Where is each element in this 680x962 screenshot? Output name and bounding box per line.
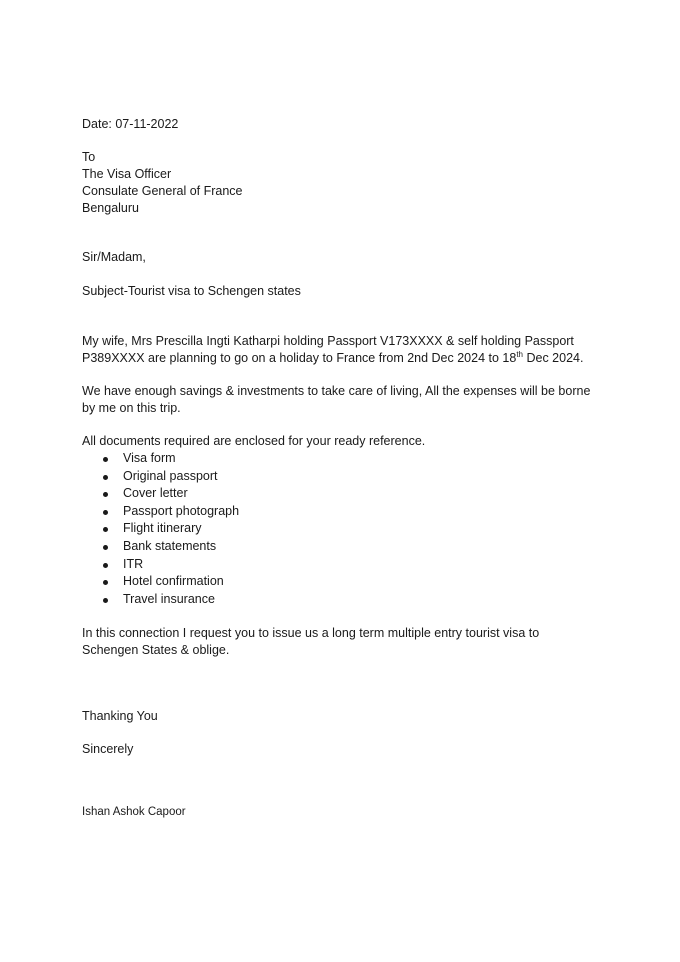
list-item	[82, 556, 239, 574]
document-label: Hotel confirmation	[123, 574, 224, 589]
travel-details-line-2-text: P389XXXX are planning to go on a holiday to France from 2nd Dec 2024 to 18	[82, 351, 517, 365]
documents-intro: All documents required are enclosed for your ready reference.	[82, 434, 426, 448]
address-line-2: Consulate General of France	[82, 184, 243, 198]
travel-details-line-2	[82, 350, 602, 367]
bullet-icon	[103, 475, 108, 480]
list-item	[82, 503, 239, 521]
list-item	[82, 520, 239, 538]
request-line-1: In this connection I request you to issue us a long term multiple entry tourist visa to	[82, 626, 540, 640]
finances-line-2: by me on this trip.	[82, 401, 181, 415]
request-paragraph	[82, 625, 602, 659]
address-line-3: Bengaluru	[82, 201, 139, 215]
document-label: Travel insurance	[123, 591, 215, 606]
travel-details-line-1: My wife, Mrs Prescilla Ingti Katharpi holding Passport V173XXXX & self holding Passport	[82, 334, 574, 348]
signature-name: Ishan Ashok Capoor	[82, 806, 186, 818]
bullet-icon	[103, 545, 108, 550]
bullet-icon	[103, 563, 108, 568]
travel-details-line-2-end: Dec 2024.	[523, 351, 584, 365]
finances-paragraph	[82, 383, 602, 417]
address-to: To	[82, 150, 96, 164]
subject-line: Subject-Tourist visa to Schengen states	[82, 284, 301, 298]
documents-list	[82, 450, 239, 608]
finances-line-1: We have enough savings & investments to take care of living, All the expenses will be borne	[82, 384, 591, 398]
travel-details-paragraph	[82, 333, 602, 367]
address-line-1: The Visa Officer	[82, 167, 172, 181]
document-label: Original passport	[123, 468, 218, 483]
bullet-icon	[103, 492, 108, 497]
document-label: Visa form	[123, 451, 176, 465]
bullet-icon	[103, 598, 108, 603]
list-item	[82, 573, 239, 591]
document-label: Flight itinerary	[123, 521, 202, 536]
list-item	[82, 485, 239, 503]
recipient-address	[82, 149, 602, 217]
bullet-icon	[103, 527, 108, 532]
salutation: Sir/Madam,	[82, 250, 146, 264]
bullet-icon	[103, 457, 108, 462]
closing-thanks: Thanking You	[82, 709, 158, 723]
document-label: Passport photograph	[123, 503, 240, 518]
ordinal-suffix: th	[516, 350, 523, 359]
closing-sincerely: Sincerely	[82, 742, 134, 756]
list-item	[82, 591, 239, 609]
request-line-2: Schengen States & oblige.	[82, 643, 230, 657]
document-label: Bank statements	[123, 538, 217, 553]
list-item	[82, 450, 239, 468]
letter-date: Date: 07-11-2022	[82, 117, 179, 131]
bullet-icon	[103, 580, 108, 585]
list-item	[82, 538, 239, 556]
bullet-icon	[103, 510, 108, 515]
list-item	[82, 468, 239, 486]
document-label: Cover letter	[123, 486, 188, 501]
document-label: ITR	[123, 556, 144, 571]
